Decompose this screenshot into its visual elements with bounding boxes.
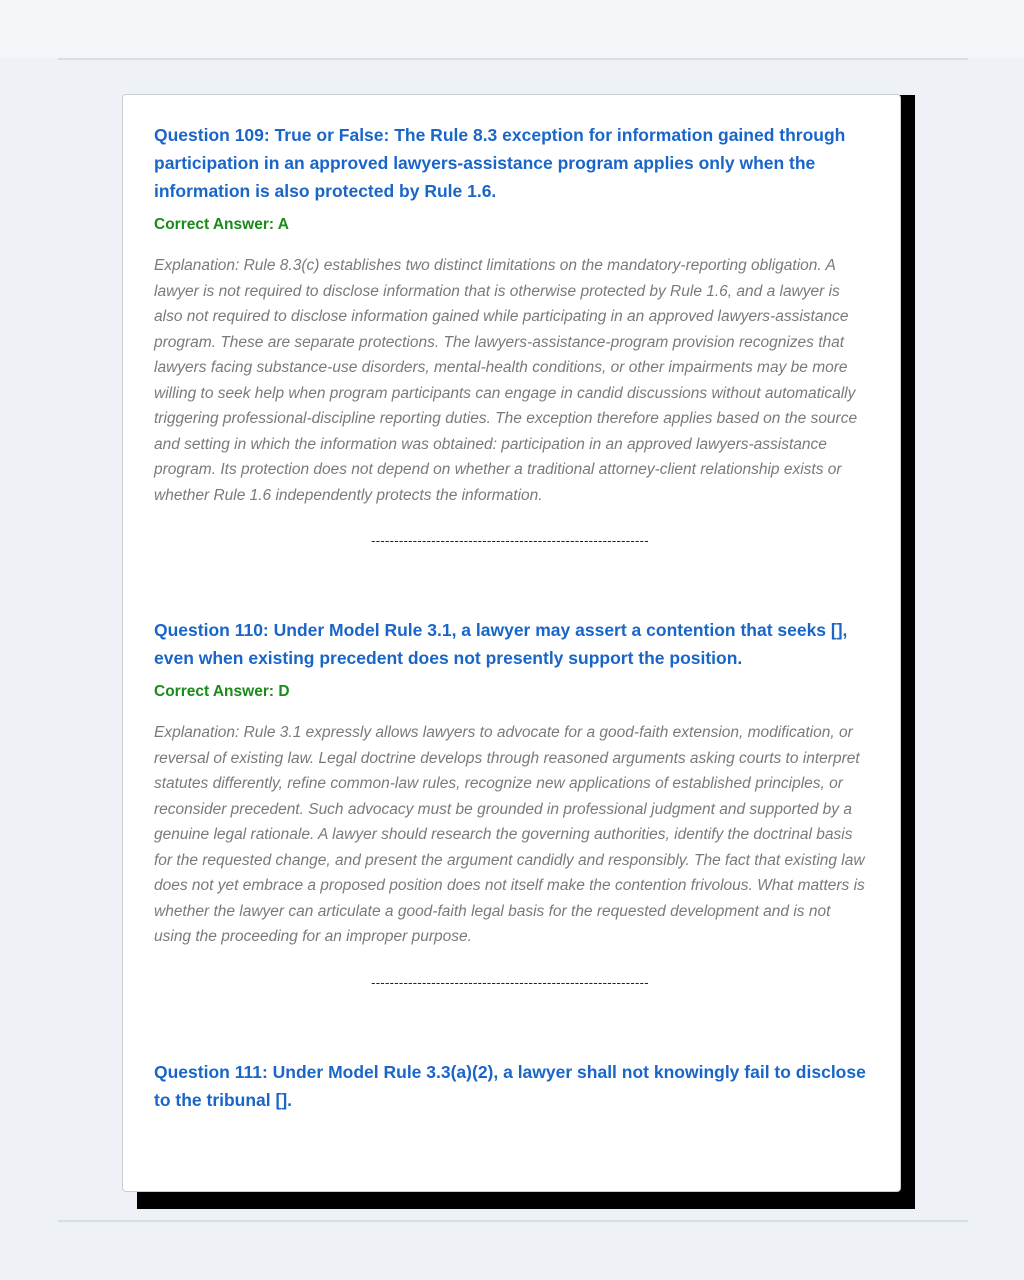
bottom-divider <box>58 1220 968 1222</box>
question-block-109 <box>154 121 866 550</box>
separator-line: ------------------------------------------------------------ <box>371 974 649 990</box>
document-page[interactable] <box>122 94 901 1192</box>
spacer <box>154 550 866 616</box>
question-block-111 <box>154 1058 866 1114</box>
correct-answer: Correct Answer: D <box>154 683 290 700</box>
explanation-text: Explanation: Rule 3.1 expressly allows lawyers to advocate for a good-faith extension, modification, or reversal of existing law. Legal doctrine develops through reasoned arguments asking courts to interpret statutes differently, refine common-law rules, recognize new applications of established principles, or reconsider precedent. Such advocacy must be grounded in professional judgment and supported by a genuine legal rationale. A lawyer should research the governing authorities, identify the doctrinal basis for the requested change, and present the argument candidly and responsibly. The fact that existing law does not yet embrace a proposed position does not itself make the contention frivolous. What matters is whether the lawyer can articulate a good-faith legal basis for the requested development and is not using the proceeding for an improper purpose. <box>154 724 865 945</box>
separator-line: ------------------------------------------------------------ <box>371 533 649 548</box>
explanation-text: Explanation: Rule 8.3(c) establishes two distinct limitations on the mandatory-reporting obligation. A lawyer is not required to disclose information that is otherwise protected by Rule 1.6, and a lawyer is also not required to disclose information gained while participating in an approved lawyers-assistance program. These are separate protections. The lawyers-assistance-program provision recognizes that lawyers facing substance-use disorders, mental-health conditions, or other impairments may be more willing to seek help when program participants can engage in candid discussions without automatically triggering professional-discipline reporting duties. The exception therefore applies based on the source and setting in which the information was obtained: participation in an approved lawyers-assistance program. Its protection does not depend on whether a traditional attorney-client relationship exists or whether Rule 1.6 independently protects the information. <box>154 257 858 504</box>
question-block-110 <box>154 616 866 992</box>
top-bar <box>0 0 1024 58</box>
spacer <box>154 992 866 1058</box>
top-divider <box>58 58 968 60</box>
question-title: Question 110: Under Model Rule 3.1, a lawyer may assert a contention that seeks [], even when existing precedent does not presently support the position. <box>154 620 848 668</box>
question-title: Question 111: Under Model Rule 3.3(a)(2), a lawyer shall not knowingly fail to disclose to the tribunal []. <box>154 1061 866 1110</box>
correct-answer: Correct Answer: A <box>154 216 289 233</box>
question-title: Question 109: True or False: The Rule 8.3 exception for information gained through participation in an approved lawyers-assistance program applies only when the information is also protected by Rule 1.6. <box>154 125 846 201</box>
